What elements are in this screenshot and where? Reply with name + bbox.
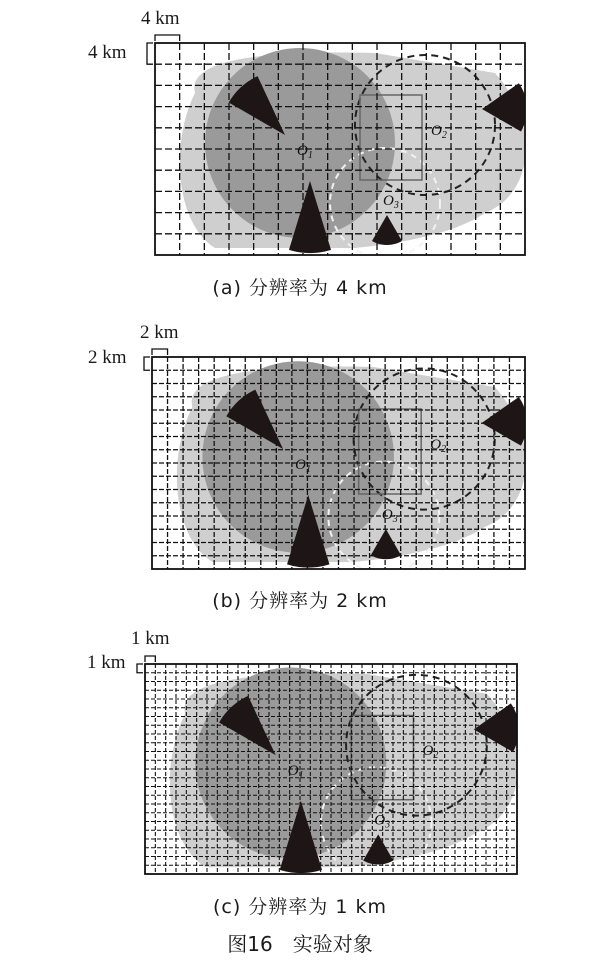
panel-b-label-o2: $O_2$ xyxy=(430,437,447,455)
panel-b xyxy=(144,349,527,572)
panel-c-label-o3: $O_3$ xyxy=(374,812,391,831)
panel-a-caption: (a) 分辨率为 4 km xyxy=(212,277,388,299)
panel-c-scale-bracket-h xyxy=(145,656,155,662)
panel-b-label-o3-subscript: 3 xyxy=(392,514,398,525)
panel-c-scale-bracket-v xyxy=(137,664,143,673)
panel-b-label-o1: $O_1$ xyxy=(295,457,311,475)
panel-b-caption: (b) 分辨率为 2 km xyxy=(212,590,388,612)
figure-title: 图16 实验对象 xyxy=(227,932,373,956)
panel-a-label-o3: $O_3$ xyxy=(383,193,399,211)
panel-a xyxy=(147,35,527,258)
panel-c xyxy=(137,656,519,878)
panel-a-scale-bracket-h xyxy=(155,35,180,41)
panel-a-scale-bracket-v xyxy=(147,43,153,64)
panel-a-label-o1: $O_1$ xyxy=(297,143,313,161)
panel-c-label-o1-subscript: 1 xyxy=(298,769,304,781)
panel-a-label-o2-subscript: 2 xyxy=(441,130,447,141)
panel-c-label-o2-subscript: 2 xyxy=(433,750,439,762)
panel-c-scale-vertical: 1 km xyxy=(87,652,126,673)
panel-a-label-o2: $O_2$ xyxy=(431,123,447,141)
panel-a-label-o1-subscript: 1 xyxy=(307,150,313,161)
panel-a-scale-horizontal: 4 km xyxy=(141,8,180,29)
panel-c-content xyxy=(145,664,519,878)
panel-b-scale-horizontal: 2 km xyxy=(140,322,179,343)
panel-b-label-o2-subscript: 2 xyxy=(441,444,447,455)
panel-b-scale-bracket-h xyxy=(152,349,168,355)
panel-c-scale-horizontal: 1 km xyxy=(131,628,170,649)
panel-c-caption: (c) 分辨率为 1 km xyxy=(213,896,387,918)
panel-b-scale-vertical: 2 km xyxy=(88,347,127,368)
panel-a-scale-vertical: 4 km xyxy=(88,42,127,63)
panel-a-label-o3-subscript: 3 xyxy=(393,200,399,211)
panel-c-label-o1: $O_1$ xyxy=(287,762,304,781)
panel-a-content xyxy=(155,43,527,258)
panel-b-content xyxy=(152,357,527,572)
panel-c-label-o3-subscript: 3 xyxy=(385,819,391,831)
panel-b-label-o1-subscript: 1 xyxy=(305,464,311,475)
panel-b-scale-bracket-v xyxy=(144,357,150,370)
panel-b-label-o3: $O_3$ xyxy=(381,507,398,525)
panel-c-label-o2: $O_2$ xyxy=(422,743,439,762)
